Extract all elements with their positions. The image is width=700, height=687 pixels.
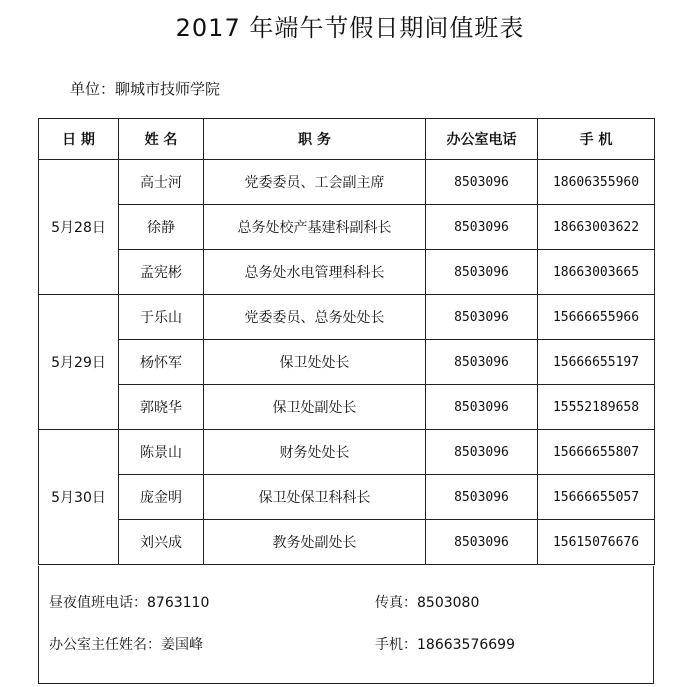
table-row [39,385,655,430]
position-cell: 财务处处长 [204,430,426,475]
mobile-cell: 15666655197 [538,340,655,385]
duty-phone-text: 昼夜值班电话：8763110 [49,595,210,611]
office-phone-cell: 8503096 [426,160,538,205]
position-cell: 总务处校产基建科副科长 [204,205,426,250]
fax-text: 传真：8503080 [375,595,480,611]
mobile-cell: 15666655966 [538,295,655,340]
position-cell: 总务处水电管理科科长 [204,250,426,295]
position-cell: 教务处副处长 [204,520,426,565]
header-position: 职 务 [204,119,426,160]
mobile-cell: 15552189658 [538,385,655,430]
table-row [39,430,655,475]
table-row [39,295,655,340]
table-row [39,205,655,250]
header-name: 姓 名 [119,119,204,160]
position-cell: 保卫处处长 [204,340,426,385]
mobile-cell: 18663003665 [538,250,655,295]
name-cell: 庞金明 [119,475,204,520]
table-row [39,475,655,520]
mobile-cell: 15666655057 [538,475,655,520]
unit-label: 单位：聊城市技师学院 [70,80,221,98]
name-cell: 杨怀军 [119,340,204,385]
director-mobile-text: 手机：18663576699 [375,637,515,653]
name-cell: 陈景山 [119,430,204,475]
mobile-cell: 18606355960 [538,160,655,205]
director-name-text: 办公室主任姓名：姜国峰 [49,637,203,653]
mobile-cell: 18663003622 [538,205,655,250]
office-phone-cell: 8503096 [426,340,538,385]
office-phone-cell: 8503096 [426,385,538,430]
office-phone-cell: 8503096 [426,250,538,295]
office-phone-cell: 8503096 [426,205,538,250]
office-phone-cell: 8503096 [426,430,538,475]
name-cell: 孟宪彬 [119,250,204,295]
date-cell: 5月28日 [39,160,119,295]
header-date: 日 期 [39,119,119,160]
date-cell: 5月30日 [39,430,119,565]
page-title: 2017 年端午节假日期间值班表 [175,14,525,42]
position-cell: 党委委员、总务处处长 [204,295,426,340]
name-cell: 徐静 [119,205,204,250]
mobile-cell: 15615076676 [538,520,655,565]
date-cell: 5月29日 [39,295,119,430]
position-cell: 保卫处副处长 [204,385,426,430]
table-row [39,160,655,205]
office-phone-cell: 8503096 [426,295,538,340]
table-row [39,250,655,295]
mobile-cell: 15666655807 [538,430,655,475]
table-row [39,520,655,565]
name-cell: 郭晓华 [119,385,204,430]
duty-table [38,118,655,565]
footer-contact-box [38,566,654,684]
header-office-phone: 办公室电话 [426,119,538,160]
name-cell: 高士河 [119,160,204,205]
position-cell: 党委委员、工会副主席 [204,160,426,205]
office-phone-cell: 8503096 [426,520,538,565]
office-phone-cell: 8503096 [426,475,538,520]
position-cell: 保卫处保卫科科长 [204,475,426,520]
header-mobile: 手 机 [538,119,655,160]
name-cell: 刘兴成 [119,520,204,565]
table-header-row [39,119,655,160]
name-cell: 于乐山 [119,295,204,340]
table-row [39,340,655,385]
